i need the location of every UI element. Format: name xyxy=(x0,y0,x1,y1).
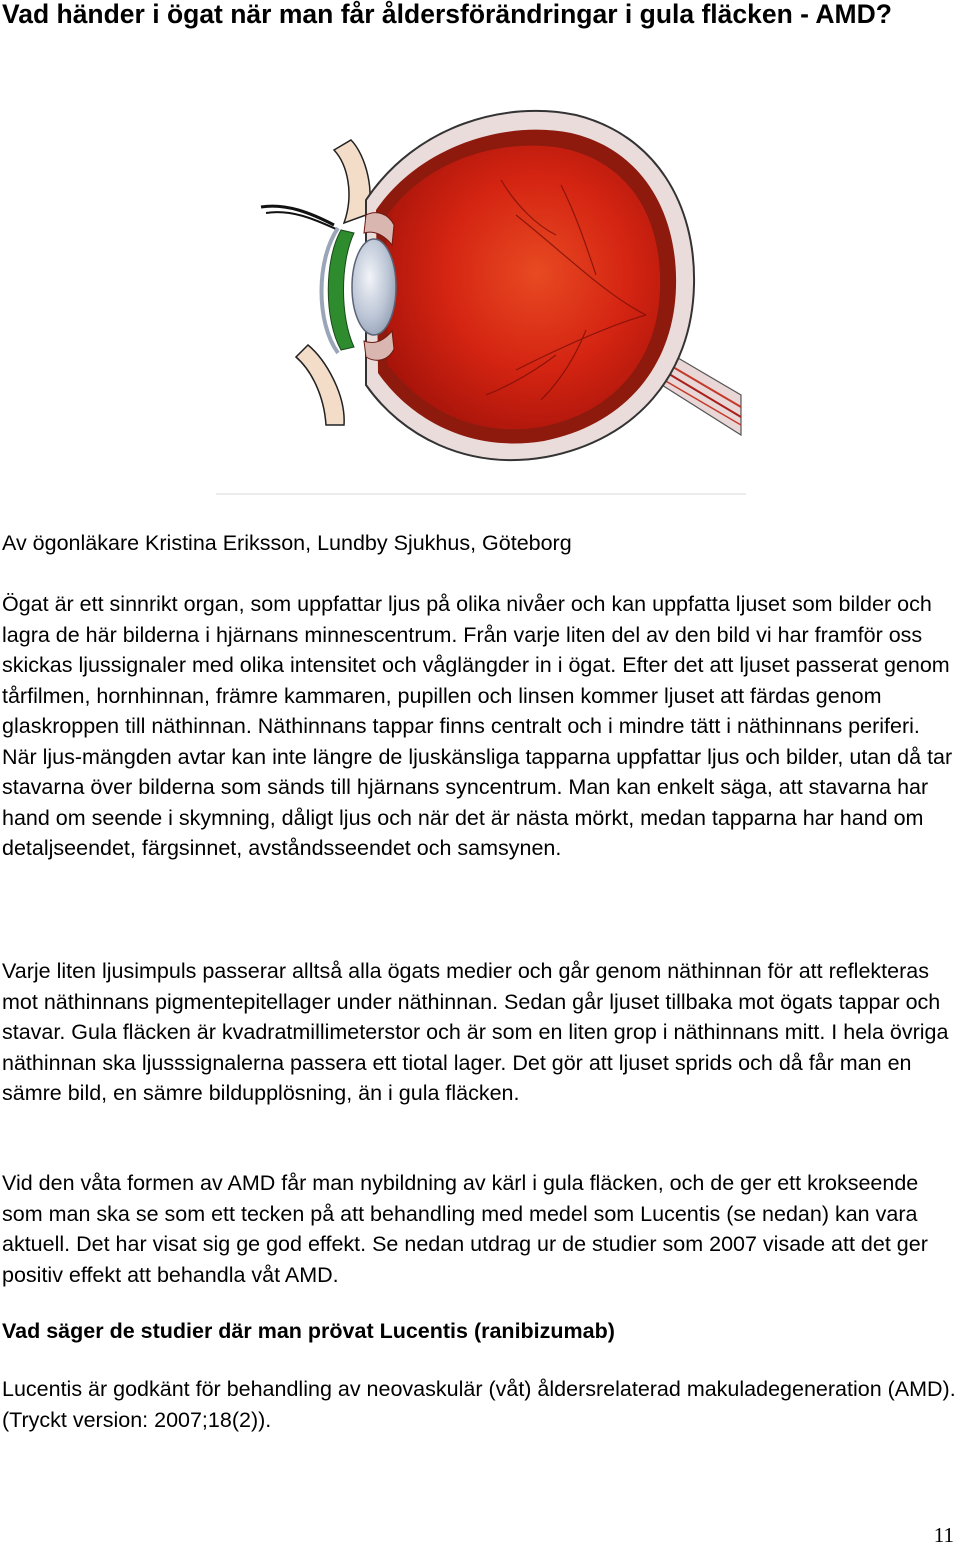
upper-eyelid xyxy=(334,140,370,223)
section-heading-lucentis: Vad säger de studier där man prövat Lucentis (ranibizumab) xyxy=(2,1319,615,1343)
paragraph-light-impulse: Varje liten ljusimpuls passerar alltså alla ögats medier och går genom näthinnan för att reflekteras mot näthinnans pigmentepitellager under näthinnan. Sedan går ljuset tillbaka mot ögats tappar och stavar. Gula fläcken är kvadratmillimeterstor och är som en liten grop i näthinnans mitt. I hela övriga näthinnan ska ljusssignalerna passera ett tiotal lager. Det gör att ljuset sprids och då får man en sämre bild, en sämre bildupplösning, än i gula fläcken. xyxy=(2,959,949,1105)
page-number: 11 xyxy=(933,1523,954,1547)
figure-divider xyxy=(216,493,746,495)
lens xyxy=(352,239,396,335)
eye-anatomy-illustration xyxy=(216,95,746,495)
paragraph-eye-function: Ögat är ett sinnrikt organ, som uppfattar ljus på olika nivåer och kan uppfatta ljuset som bilder och lagra de här bilderna i hjärnans minnescentrum. Från varje liten del av den bild vi har framför oss skickas ljussignaler med olika intensitet och våglängder in i ögat. Efter det att ljuset passerat genom tårfilmen, hornhinnan, främre kammaren, pupillen och linsen kommer ljuset att färdas genom glaskroppen till näthinnan. Näthinnans tappar finns centralt och i mindre tätt i näthinnans periferi. När ljus-mängden avtar kan inte längre de ljuskänsliga tapparna uppfattar ljus och bilder, utan då tar stavarna över bilderna som sänds till hjärnans syncentrum. Man kan enkelt säga, att stavarna har hand om seende i skymning, dåligt ljus och när det är nästa mörkt, medan tapparna har hand om detaljseendet, färgsinnet, avståndsseendet och samsynen. xyxy=(2,592,953,860)
cornea xyxy=(328,230,354,350)
paragraph-lucentis-approval: Lucentis är godkänt för behandling av neovaskulär (våt) åldersrelaterad makuladegeneration (AMD). (Tryckt version: 2007;18(2)). xyxy=(2,1377,956,1432)
lower-eyelid xyxy=(296,345,344,425)
author-line: Av ögonläkare Kristina Eriksson, Lundby Sjukhus, Göteborg xyxy=(2,531,572,555)
vitreous-body xyxy=(386,146,660,430)
page-heading: Vad händer i ögat när man får åldersförändringar i gula fläcken - AMD? xyxy=(2,0,892,29)
paragraph-wet-amd: Vid den våta formen av AMD får man nybildning av kärl i gula fläcken, och de ger ett krokseende som man ska se som ett tecken på att behandling med medel som Lucentis (se nedan) kan vara aktuell. Det har visat sig ge god effekt. Se nedan utdrag ur de studier som 2007 visade att det ger positiv effekt att behandla våt AMD. xyxy=(2,1171,928,1287)
